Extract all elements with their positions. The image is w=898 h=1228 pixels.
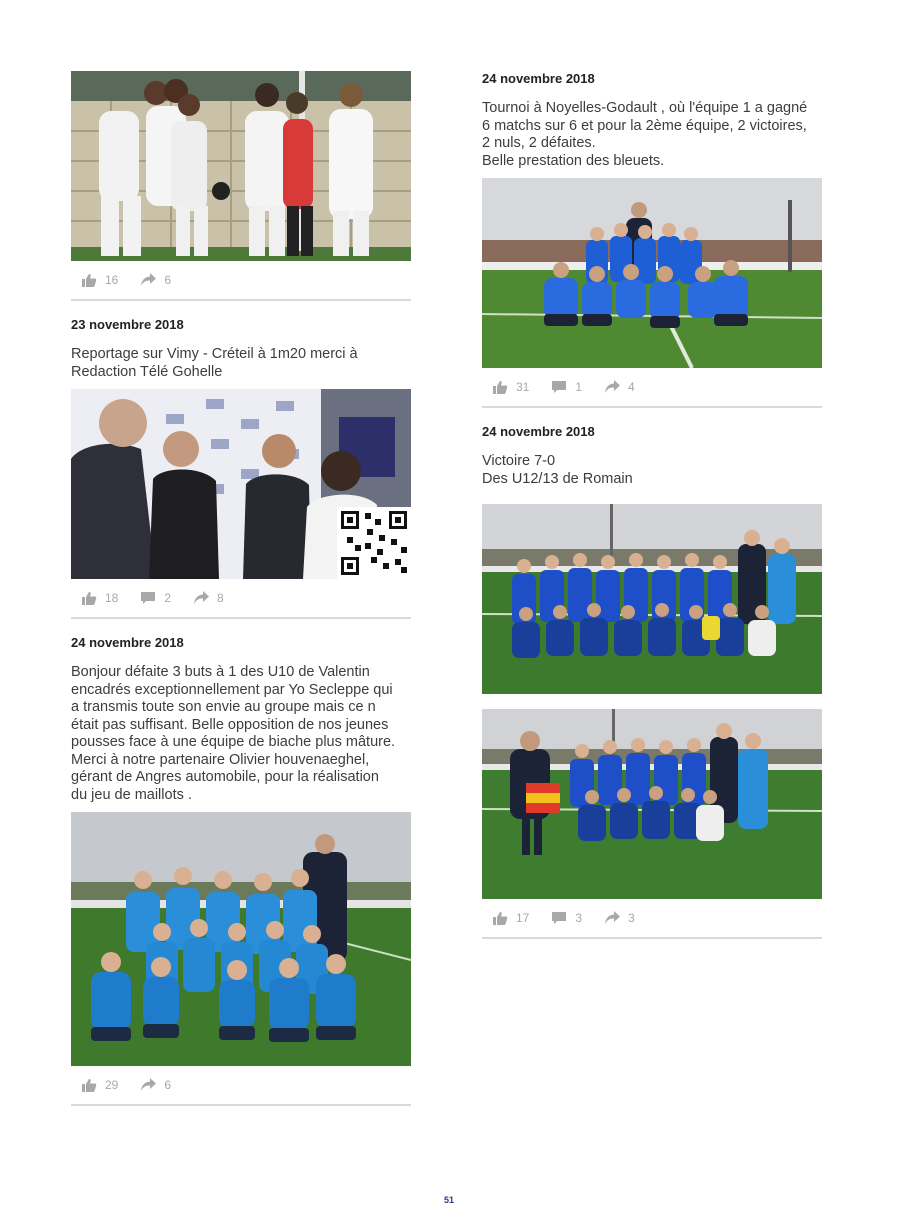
share-count: 6 (164, 273, 172, 287)
like-stat[interactable] (81, 273, 118, 287)
right-column (482, 71, 822, 939)
like-count: 16 (105, 273, 119, 287)
post-stats-bar (482, 899, 822, 939)
share-arrow-icon (604, 380, 620, 394)
share-count: 8 (217, 591, 224, 605)
share-count: 3 (628, 911, 635, 925)
post-date: 24 novembre 2018 (482, 424, 595, 439)
share-arrow-icon (193, 591, 209, 605)
post-date: 24 novembre 2018 (482, 71, 595, 86)
like-stat[interactable] (492, 380, 529, 394)
post-date: 23 novembre 2018 (71, 317, 184, 332)
post-stats-bar (71, 261, 411, 301)
share-arrow-icon (604, 911, 620, 925)
like-stat[interactable] (492, 911, 529, 925)
thumbs-up-icon (492, 380, 508, 394)
like-stat[interactable] (81, 1078, 118, 1092)
left-column (71, 71, 411, 1106)
share-stat[interactable] (140, 1078, 171, 1092)
share-arrow-icon (140, 273, 156, 287)
like-count: 17 (516, 911, 530, 925)
post-text: Reportage sur Vimy - Créteil à 1m20 merci à Redaction Télé Gohelle (71, 346, 358, 380)
page-number: 51 (443, 1195, 454, 1205)
post-stats-bar (71, 579, 411, 619)
share-count: 4 (628, 380, 635, 394)
comment-count: 1 (575, 380, 583, 394)
share-count: 6 (164, 1078, 172, 1092)
comment-icon (551, 911, 567, 925)
post-stats-bar (71, 1066, 411, 1106)
comment-stat[interactable] (140, 591, 171, 605)
share-stat[interactable] (193, 591, 224, 605)
post-text: Bonjour défaite 3 buts à 1 des U10 de Valentin encadrés exceptionnellement par Yo Secleppe qui a transmis toute son envie au groupe mais ce n était pas suffisant. Belle opposition de nos jeunes pousses face à une équipe de biache plus mâture. Merci à notre partenaire Olivier houvenaeghel, gérant de Angres automobile, pour la réalisation du jeu de maillots . (71, 664, 396, 803)
post-photo-match-captains[interactable] (71, 71, 411, 261)
comment-icon (140, 591, 156, 605)
thumbs-up-icon (492, 911, 508, 925)
thumbs-up-icon (81, 273, 97, 287)
post-text: Tournoi à Noyelles-Godault , où l'équipe 1 a gagné 6 matchs sur 6 et pour la 2ème équipe, 2 victoires, 2 nuls, 2 défaites. Belle prestation des bleuets. (482, 100, 808, 169)
post-stats-bar (482, 368, 822, 408)
thumbs-up-icon (81, 591, 97, 605)
comment-icon (551, 380, 567, 394)
comment-stat[interactable] (551, 380, 582, 394)
post-text: Victoire 7-0 Des U12/13 de Romain (482, 453, 633, 487)
like-stat[interactable] (81, 591, 118, 605)
post-photo-tournament-team[interactable] (482, 178, 822, 368)
post-date: 24 novembre 2018 (71, 635, 184, 650)
comment-count: 2 (164, 591, 172, 605)
share-arrow-icon (140, 1078, 156, 1092)
post-photo-interview[interactable] (71, 389, 411, 579)
post-photo-u12-team[interactable] (482, 504, 822, 694)
like-count: 31 (516, 380, 530, 394)
thumbs-up-icon (81, 1078, 97, 1092)
comment-count: 3 (575, 911, 583, 925)
share-stat[interactable] (140, 273, 171, 287)
post-photo-u10-team[interactable] (71, 812, 411, 1066)
like-count: 29 (105, 1078, 119, 1092)
share-stat[interactable] (604, 911, 635, 925)
like-count: 18 (105, 591, 119, 605)
share-stat[interactable] (604, 380, 635, 394)
post-photo-u12-team-referee[interactable] (482, 709, 822, 899)
comment-stat[interactable] (551, 911, 582, 925)
